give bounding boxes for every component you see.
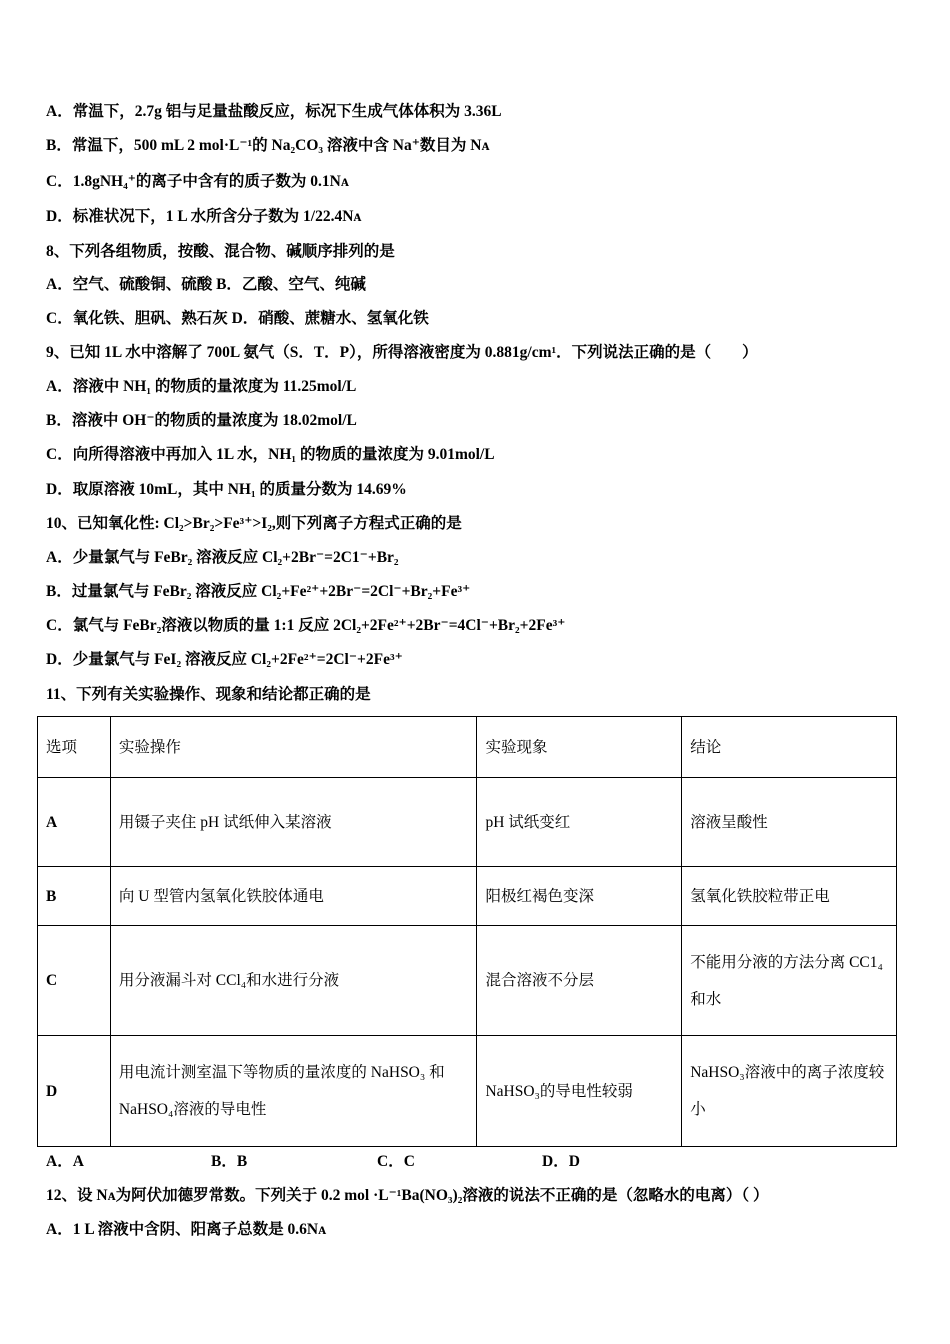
table-cell: NaHSO₃的导电性较弱 [477,1036,682,1147]
q12-option-a: A．1 L 溶液中含阴、阳离子总数是 0.6Nᴀ [46,1221,327,1238]
table-cell: 混合溶液不分层 [477,926,682,1036]
table-cell: 不能用分液的方法分离 CC1₄和水 [682,926,897,1036]
table-cell: B [38,867,111,926]
q11-stem: 11、下列有关实验操作、现象和结论都正确的是 [46,686,371,703]
q8-options-cd: C．氧化铁、胆矾、熟石灰 D．硝酸、蔗糖水、氢氧化铁 [46,310,429,327]
q9-option-b: B．溶液中 OH⁻的物质的量浓度为 18.02mol/L [46,412,357,429]
q7-option-a: A．常温下，2.7g 铝与足量盐酸反应，标况下生成气体体积为 3.36L [46,103,502,120]
q12-stem: 12、设 Nᴀ为阿伏加德罗常数。下列关于 0.2 mol ·L⁻¹Ba(NO₃)₂溶液的说法不正确的是（忽略水的电离）（ ） [46,1187,769,1204]
q9-option-a: A．溶液中 NH₁ 的物质的量浓度为 11.25mol/L [46,378,357,395]
table-cell: 氢氧化铁胶粒带正电 [682,867,897,926]
q9-option-d: D．取原溶液 10mL，其中 NH₁ 的质量分数为 14.69% [46,481,407,498]
q9-stem: 9、已知 1L 水中溶解了 700L 氨气（S．T．P），所得溶液密度为 0.881g/cm¹．下列说法正确的是（ ） [46,344,758,361]
table-cell: A [38,778,111,867]
table-header-cell: 选项 [38,717,111,778]
table-header-cell: 结论 [682,717,897,778]
q10-option-b: B．过量氯气与 FeBr₂ 溶液反应 Cl₂+Fe²⁺+2Br⁻=2Cl⁻+Br₂+Fe³⁺ [46,583,471,600]
q11-answer-a: A．A [46,1153,84,1170]
table-cell: D [38,1036,111,1147]
table-row [38,926,897,1036]
table-header-cell: 实验现象 [477,717,682,778]
table-header-row [38,717,897,778]
q7-option-d: D．标准状况下，1 L 水所含分子数为 1/22.4Nᴀ [46,208,362,225]
experiment-table [37,716,897,1147]
q7-option-c: C．1.8gNH₄⁺的离子中含有的质子数为 0.1Nᴀ [46,173,349,190]
table-cell: pH 试纸变红 [477,778,682,867]
table-cell: C [38,926,111,1036]
q8-stem: 8、下列各组物质，按酸、混合物、碱顺序排列的是 [46,243,395,260]
q11-answer-d: D．D [542,1153,580,1170]
q10-stem: 10、已知氧化性: Cl₂>Br₂>Fe³⁺>I₂,则下列离子方程式正确的是 [46,515,462,532]
q8-options-ab: A．空气、硫酸铜、硫酸 B．乙酸、空气、纯碱 [46,276,366,293]
q10-option-c: C．氯气与 FeBr₂溶液以物质的量 1:1 反应 2Cl₂+2Fe²⁺+2Br⁻=4Cl⁻+Br₂+2Fe³⁺ [46,617,566,634]
table-cell: 用电流计测室温下等物质的量浓度的 NaHSO₃ 和 NaHSO₄溶液的导电性 [110,1036,477,1147]
q10-option-d: D．少量氯气与 FeI₂ 溶液反应 Cl₂+2Fe²⁺=2Cl⁻+2Fe³⁺ [46,651,403,668]
table-cell: 用镊子夹住 pH 试纸伸入某溶液 [110,778,477,867]
table-header-cell: 实验操作 [110,717,477,778]
table-cell: NaHSO₃溶液中的离子浓度较小 [682,1036,897,1147]
q7-option-b: B．常温下，500 mL 2 mol·L⁻¹的 Na₂CO₃ 溶液中含 Na⁺数目为 Nᴀ [46,137,490,154]
q10-option-a: A．少量氯气与 FeBr₂ 溶液反应 Cl₂+2Br⁻=2C1⁻+Br₂ [46,549,399,566]
q11-answer-c: C．C [377,1153,415,1170]
table-cell: 阳极红褐色变深 [477,867,682,926]
table-row [38,867,897,926]
table-row [38,778,897,867]
table-cell: 溶液呈酸性 [682,778,897,867]
table-row [38,1036,897,1147]
q9-option-c: C．向所得溶液中再加入 1L 水，NH₁ 的物质的量浓度为 9.01mol/L [46,446,495,463]
table-cell: 用分液漏斗对 CCl₄和水进行分液 [110,926,477,1036]
table-cell: 向 U 型管内氢氧化铁胶体通电 [110,867,477,926]
q11-answer-b: B．B [211,1153,248,1170]
